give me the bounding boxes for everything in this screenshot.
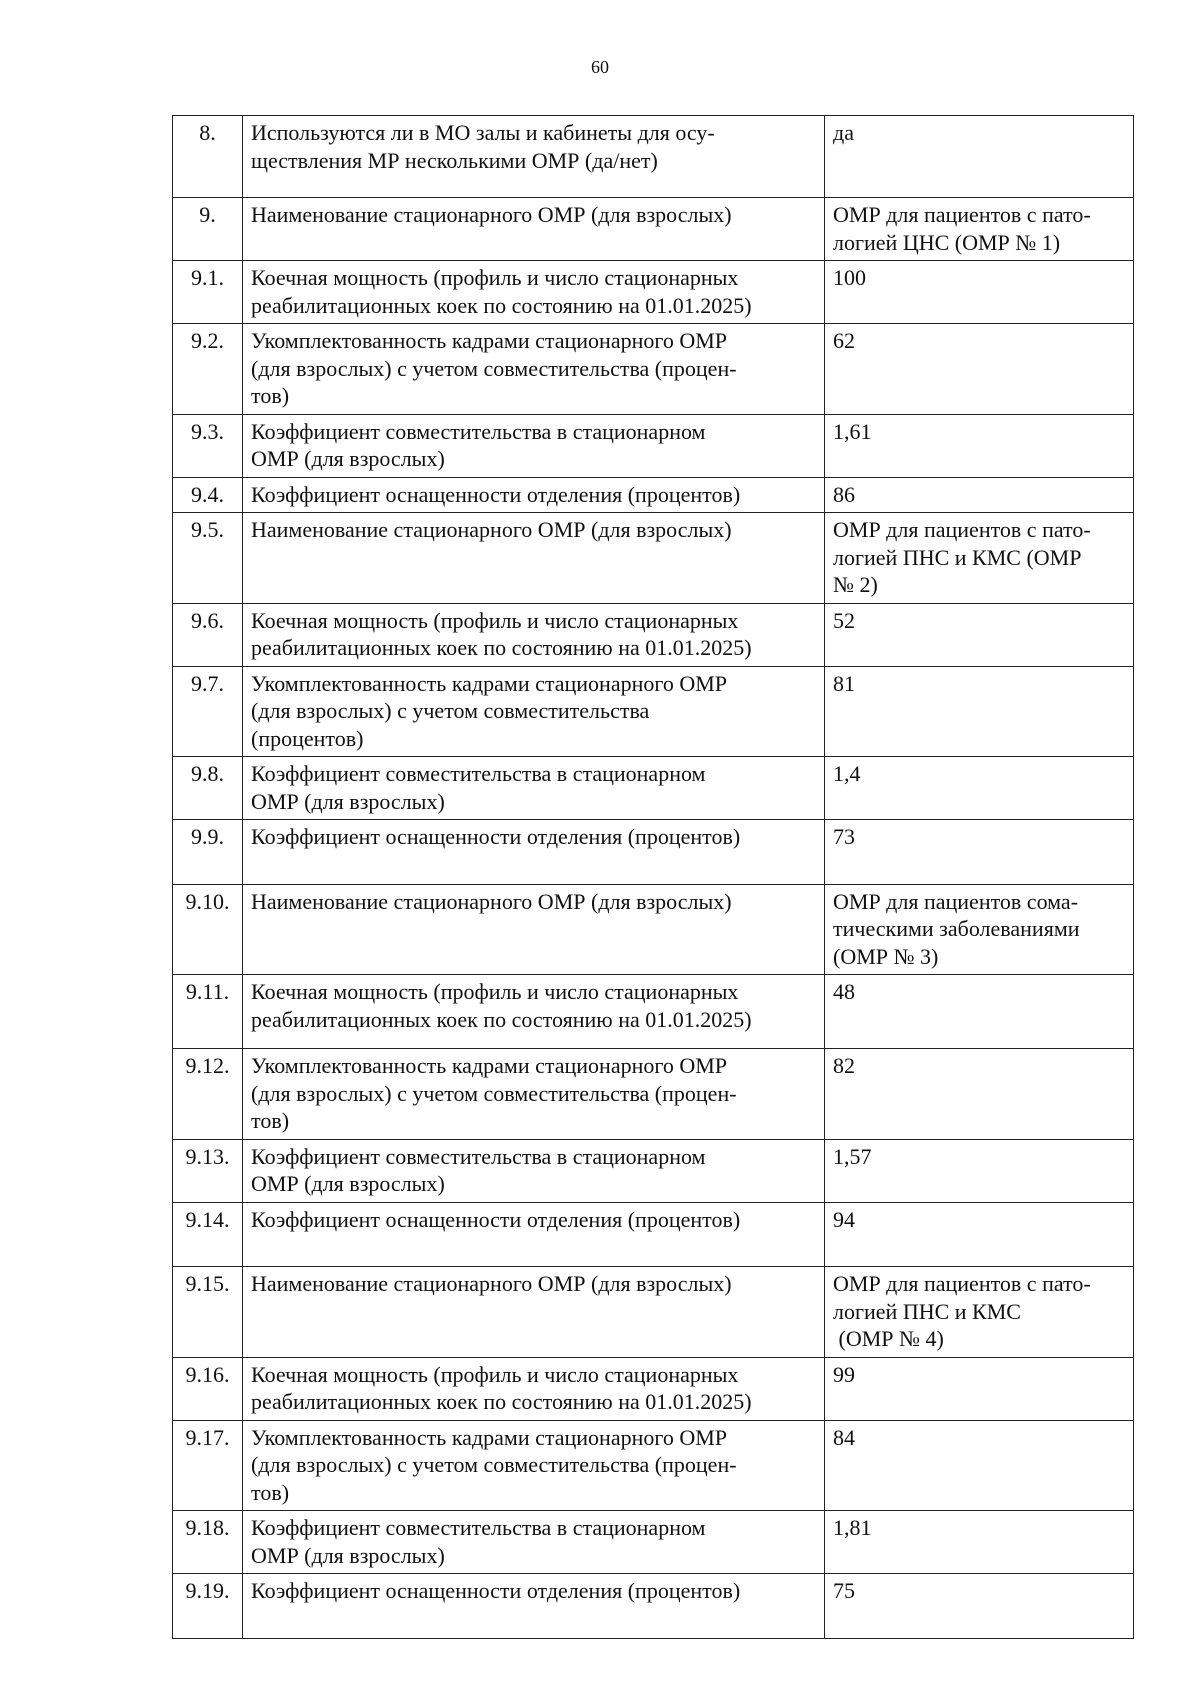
table-row	[173, 757, 1134, 820]
row-number: 9.17.	[173, 1420, 243, 1511]
indicator-value	[825, 477, 1134, 513]
indicator-description	[243, 884, 825, 975]
value-line: 48	[833, 979, 855, 1004]
table-row	[173, 820, 1134, 885]
row-number: 9.1.	[173, 261, 243, 324]
indicators-table	[172, 115, 1134, 1639]
description-line: Коэффициент оснащенности отделения (процентов)	[251, 481, 741, 507]
description-line: Коэффициент совместительства в стационарном	[251, 1143, 706, 1169]
description-line: (для взрослых) с учетом совместительства (процен-	[251, 1080, 737, 1106]
row-number: 9.4.	[173, 477, 243, 513]
value-line: ОМР для пациентов сома-	[833, 888, 1079, 914]
value-line: ОМР для пациентов с пато-	[833, 202, 1091, 227]
table-body	[173, 116, 1134, 1639]
description-line: реабилитационных коек по состоянию на 01.01.2025)	[251, 1389, 752, 1414]
description-line: тов)	[251, 1108, 290, 1133]
value-line: 82	[833, 1053, 855, 1078]
indicator-value	[825, 603, 1134, 666]
row-number: 9.14.	[173, 1202, 243, 1267]
value-line: ОМР для пациентов с пато-	[833, 517, 1091, 542]
row-number: 9.5.	[173, 513, 243, 604]
indicator-value	[825, 198, 1134, 261]
description-line: Укомплектованность кадрами стационарного ОМР	[251, 1424, 728, 1450]
value-line: (ОМР № 3)	[833, 943, 939, 969]
indicator-description	[243, 1202, 825, 1267]
description-line: реабилитационных коек по состоянию на 01.01.2025)	[251, 292, 752, 318]
table-row	[173, 198, 1134, 261]
indicator-description	[243, 603, 825, 666]
value-line: (ОМР № 4)	[833, 1326, 944, 1351]
description-line: ществления МР несколькими ОМР (да/нет)	[251, 147, 658, 173]
indicator-value	[825, 820, 1134, 885]
value-line: логией ПНС и КМС (ОМР	[833, 544, 1082, 570]
indicator-description	[243, 477, 825, 513]
description-line: тов)	[251, 1479, 290, 1505]
description-line: тов)	[251, 383, 290, 408]
table-row	[173, 324, 1134, 415]
row-number: 8.	[173, 116, 243, 198]
page-number: 60	[591, 57, 609, 77]
description-line: Коечная мощность (профиль и число стационарных	[251, 607, 739, 633]
indicator-value	[825, 513, 1134, 604]
row-number: 9.3.	[173, 414, 243, 477]
value-line: 86	[833, 481, 855, 507]
row-number: 9.16.	[173, 1357, 243, 1420]
indicator-description	[243, 116, 825, 198]
indicator-value	[825, 261, 1134, 324]
indicator-description	[243, 1420, 825, 1511]
indicator-description	[243, 1357, 825, 1420]
row-number: 9.9.	[173, 820, 243, 885]
description-line: Укомплектованность кадрами стационарного ОМР	[251, 1053, 728, 1078]
description-line: реабилитационных коек по состоянию на 01.01.2025)	[251, 635, 752, 660]
row-number: 9.6.	[173, 603, 243, 666]
indicator-value	[825, 884, 1134, 975]
row-number: 9.7.	[173, 666, 243, 757]
description-line: ОМР (для взрослых)	[251, 446, 445, 471]
row-number: 9.	[173, 198, 243, 261]
value-line: 62	[833, 328, 855, 353]
description-line: ОМР (для взрослых)	[251, 1542, 445, 1568]
value-line: логией ЦНС (ОМР № 1)	[833, 229, 1061, 255]
description-line: Используются ли в МО залы и кабинеты для осу-	[251, 120, 715, 145]
table-row	[173, 1267, 1134, 1358]
value-line: 1,81	[833, 1515, 872, 1540]
indicator-description	[243, 975, 825, 1049]
description-line: Наименование стационарного ОМР (для взрослых)	[251, 1271, 732, 1296]
value-line: да	[833, 120, 854, 145]
value-line: 73	[833, 824, 855, 849]
description-line: (для взрослых) с учетом совместительства	[251, 698, 650, 723]
value-line: 84	[833, 1424, 855, 1450]
description-line: Коечная мощность (профиль и число стационарных	[251, 979, 739, 1004]
row-number: 9.18.	[173, 1511, 243, 1574]
table-row	[173, 1202, 1134, 1267]
indicator-description	[243, 513, 825, 604]
indicator-value	[825, 414, 1134, 477]
table-row	[173, 884, 1134, 975]
table-row	[173, 975, 1134, 1049]
description-line: (процентов)	[251, 725, 364, 751]
row-number: 9.10.	[173, 884, 243, 975]
description-line: Коечная мощность (профиль и число стационарных	[251, 1361, 739, 1387]
indicator-description	[243, 1049, 825, 1140]
value-line: 75	[833, 1578, 855, 1603]
indicator-value	[825, 666, 1134, 757]
indicator-value	[825, 1049, 1134, 1140]
description-line: Коэффициент совместительства в стационарном	[251, 1515, 706, 1540]
description-line: Укомплектованность кадрами стационарного ОМР	[251, 670, 728, 696]
table-row	[173, 477, 1134, 513]
description-line: Коэффициент оснащенности отделения (процентов)	[251, 1206, 741, 1232]
description-line: реабилитационных коек по состоянию на 01.01.2025)	[251, 1006, 752, 1032]
description-line: ОМР (для взрослых)	[251, 788, 445, 814]
value-line: № 2)	[833, 572, 878, 597]
table-row	[173, 261, 1134, 324]
table-row	[173, 414, 1134, 477]
description-line: Коэффициент совместительства в стационарном	[251, 418, 706, 444]
indicator-value	[825, 1267, 1134, 1358]
indicator-description	[243, 1139, 825, 1202]
description-line: Наименование стационарного ОМР (для взрослых)	[251, 888, 732, 914]
value-line: 52	[833, 607, 855, 633]
value-line: 1,61	[833, 418, 872, 444]
indicator-value	[825, 1511, 1134, 1574]
row-number: 9.12.	[173, 1049, 243, 1140]
table-row	[173, 1139, 1134, 1202]
description-line: Коечная мощность (профиль и число стационарных	[251, 265, 739, 290]
indicator-description	[243, 757, 825, 820]
value-line: 100	[833, 265, 866, 290]
description-line: Наименование стационарного ОМР (для взрослых)	[251, 517, 732, 542]
indicator-value	[825, 1574, 1134, 1639]
indicator-value	[825, 324, 1134, 415]
indicator-description	[243, 1511, 825, 1574]
row-number: 9.19.	[173, 1574, 243, 1639]
description-line: (для взрослых) с учетом совместительства (процен-	[251, 1452, 737, 1477]
description-line: Коэффициент совместительства в стационарном	[251, 761, 706, 786]
value-line: 94	[833, 1206, 855, 1232]
table-row	[173, 1511, 1134, 1574]
table-row	[173, 603, 1134, 666]
description-line: Коэффициент оснащенности отделения (процентов)	[251, 1578, 741, 1603]
indicator-description	[243, 666, 825, 757]
table-row	[173, 1420, 1134, 1511]
description-line: Укомплектованность кадрами стационарного ОМР	[251, 328, 728, 353]
table-row	[173, 513, 1134, 604]
value-line: ОМР для пациентов с пато-	[833, 1271, 1091, 1296]
value-line: 81	[833, 670, 855, 696]
value-line: логией ПНС и КМС	[833, 1298, 1021, 1324]
row-number: 9.2.	[173, 324, 243, 415]
table-row	[173, 1357, 1134, 1420]
indicator-value	[825, 975, 1134, 1049]
value-line: тическими заболеваниями	[833, 916, 1080, 941]
table-row	[173, 1049, 1134, 1140]
indicator-description	[243, 261, 825, 324]
row-number: 9.15.	[173, 1267, 243, 1358]
indicator-description	[243, 820, 825, 885]
table-row	[173, 666, 1134, 757]
indicator-value	[825, 116, 1134, 198]
table-row	[173, 1574, 1134, 1639]
indicator-value	[825, 1420, 1134, 1511]
row-number: 9.11.	[173, 975, 243, 1049]
table-row	[173, 116, 1134, 198]
description-line: (для взрослых) с учетом совместительства (процен-	[251, 355, 737, 381]
indicator-description	[243, 324, 825, 415]
value-line: 1,57	[833, 1143, 872, 1169]
value-line: 1,4	[833, 761, 861, 786]
indicator-description	[243, 198, 825, 261]
value-line: 99	[833, 1361, 855, 1387]
row-number: 9.8.	[173, 757, 243, 820]
row-number: 9.13.	[173, 1139, 243, 1202]
indicator-description	[243, 1574, 825, 1639]
indicator-description	[243, 1267, 825, 1358]
description-line: Коэффициент оснащенности отделения (процентов)	[251, 824, 741, 849]
indicator-value	[825, 757, 1134, 820]
indicator-value	[825, 1139, 1134, 1202]
indicator-value	[825, 1202, 1134, 1267]
indicator-description	[243, 414, 825, 477]
description-line: ОМР (для взрослых)	[251, 1171, 445, 1196]
indicator-value	[825, 1357, 1134, 1420]
description-line: Наименование стационарного ОМР (для взрослых)	[251, 202, 732, 227]
